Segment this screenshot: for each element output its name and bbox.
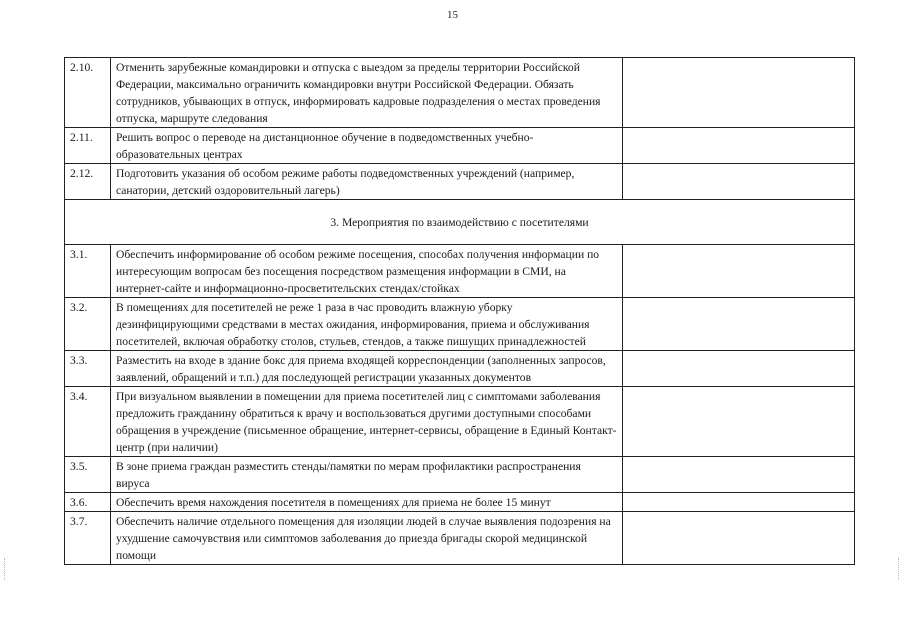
section-header-row	[65, 200, 855, 245]
measure-text: Отменить зарубежные командировки и отпуска с выездом за пределы территории Российской Федерации, максимально ограничить командировки внутри Российской Федерации. Обязать сотрудников, убывающих в отпуск, информировать кадровые подразделения о местах проведения отпуска, маршруте следования	[111, 58, 623, 128]
table-row	[65, 387, 855, 457]
table-row	[65, 457, 855, 493]
page-number: 15	[447, 9, 458, 21]
notes-cell	[623, 164, 855, 200]
row-number: 2.12.	[65, 164, 111, 200]
measure-text: Обеспечить время нахождения посетителя в помещениях для приема не более 15 минут	[111, 493, 623, 512]
measure-text: Решить вопрос о переводе на дистанционное обучение в подведомственных учебно-образовательных центрах	[111, 128, 623, 164]
row-number: 3.1.	[65, 245, 111, 298]
row-number: 3.5.	[65, 457, 111, 493]
row-number: 3.2.	[65, 298, 111, 351]
row-number: 2.11.	[65, 128, 111, 164]
row-number: 2.10.	[65, 58, 111, 128]
row-number: 3.6.	[65, 493, 111, 512]
measure-text: Подготовить указания об особом режиме работы подведомственных учреждений (например, санатории, детский оздоровительный лагерь)	[111, 164, 623, 200]
scan-margin-mark-right	[898, 558, 901, 580]
notes-cell	[623, 351, 855, 387]
measures-table	[64, 57, 855, 565]
row-number: 3.4.	[65, 387, 111, 457]
measure-text: В зоне приема граждан разместить стенды/памятки по мерам профилактики распространения вируса	[111, 457, 623, 493]
table-row	[65, 128, 855, 164]
table-row	[65, 58, 855, 128]
notes-cell	[623, 128, 855, 164]
measure-text: Обеспечить наличие отдельного помещения для изоляции людей в случае выявления подозрения на ухудшение самочувствия или симптомов заболевания до приезда бригады скорой медицинской помощи	[111, 512, 623, 565]
measure-text: Разместить на входе в здание бокс для приема входящей корреспонденции (заполненных запросов, заявлений, обращений и т.п.) для последующей регистрации указанных документов	[111, 351, 623, 387]
notes-cell	[623, 457, 855, 493]
measure-text: В помещениях для посетителей не реже 1 раза в час проводить влажную уборку дезинфицирующими средствами в местах ожидания, информирования, приема и обслуживания посетителей, включая обработку столов, стульев, стендов, а также пишущих принадлежностей	[111, 298, 623, 351]
notes-cell	[623, 245, 855, 298]
table-row	[65, 164, 855, 200]
section-heading: 3. Мероприятия по взаимодействию с посетителями	[65, 200, 855, 245]
table-row	[65, 245, 855, 298]
notes-cell	[623, 387, 855, 457]
notes-cell	[623, 58, 855, 128]
table-row	[65, 493, 855, 512]
notes-cell	[623, 512, 855, 565]
notes-cell	[623, 298, 855, 351]
table-row	[65, 298, 855, 351]
row-number: 3.7.	[65, 512, 111, 565]
table-row	[65, 351, 855, 387]
table-row	[65, 512, 855, 565]
measure-text: При визуальном выявлении в помещении для приема посетителей лиц с симптомами заболевания предложить гражданину обратиться к врачу и воспользоваться другими доступными способами обращения в учреждение (письменное обращение, интернет-сервисы, обращение в Единый Контакт-центр (при наличии)	[111, 387, 623, 457]
notes-cell	[623, 493, 855, 512]
row-number: 3.3.	[65, 351, 111, 387]
measure-text: Обеспечить информирование об особом режиме посещения, способах получения информации по интересующим вопросам без посещения посредством размещения информации в СМИ, на интернет-сайте и информационно-просветительских стендах/стойках	[111, 245, 623, 298]
scan-margin-mark-left	[4, 558, 7, 580]
